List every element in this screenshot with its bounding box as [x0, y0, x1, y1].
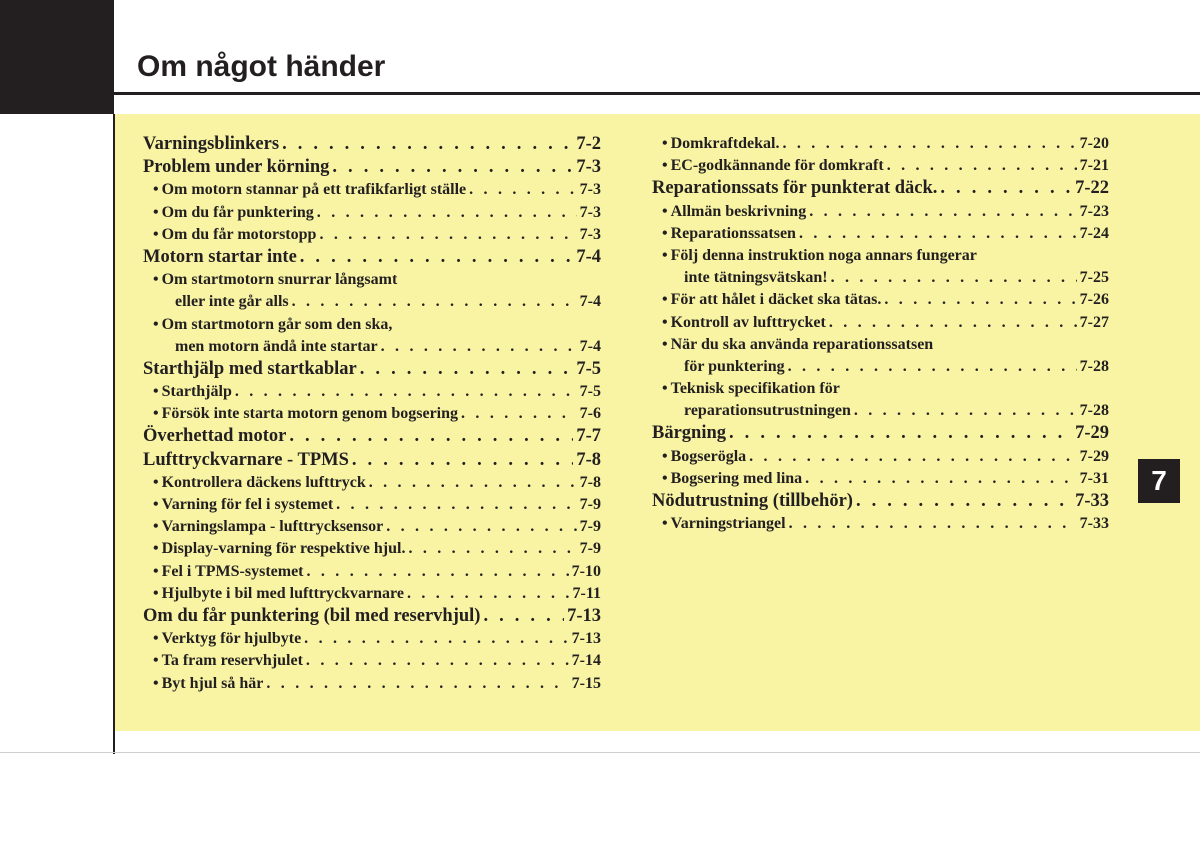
bullet-icon: • [153, 405, 159, 423]
dot-leader [469, 179, 577, 201]
bullet-icon: • [662, 202, 668, 220]
page-number: 7-13 [571, 630, 601, 648]
toc-label: Byt hjul så här [161, 674, 264, 692]
toc-label: Lufttryckvarnare - TPMS [143, 449, 349, 470]
page-number: 7-9 [579, 518, 601, 536]
toc-subentry[interactable] [143, 336, 601, 358]
page-number: 7-15 [571, 674, 601, 692]
toc-subentry[interactable] [652, 289, 1109, 311]
dot-leader [483, 605, 564, 628]
page-number: 7-31 [1079, 469, 1109, 487]
toc-entry[interactable] [143, 133, 601, 156]
page-number: 7-28 [1079, 357, 1109, 375]
toc-label: Bogserögla [670, 447, 747, 465]
page-number: 7-9 [579, 540, 601, 558]
bullet-icon: • [153, 181, 159, 199]
dot-leader [407, 583, 570, 605]
toc-label: Reparationssats för punkterat däck. [652, 178, 938, 199]
page-number: 7-25 [1079, 269, 1109, 287]
page-number: 7-33 [1075, 491, 1109, 511]
bullet-icon: • [662, 313, 668, 331]
chapter-tab[interactable]: 7 [1138, 459, 1180, 503]
bullet-icon: • [153, 383, 159, 401]
dot-leader [461, 403, 577, 425]
bottom-rule [0, 752, 1200, 753]
dot-leader [887, 155, 1077, 177]
page-number: 7-21 [1079, 157, 1109, 175]
dot-leader [408, 538, 576, 560]
toc-label: Varningsblinkers [143, 134, 280, 154]
bullet-icon: • [153, 315, 159, 333]
bullet-icon: • [662, 157, 668, 175]
bullet-icon: • [662, 291, 668, 309]
page-number: 7-27 [1079, 313, 1109, 331]
toc-label: Kontroll av lufttrycket [670, 313, 826, 331]
dot-leader [831, 267, 1077, 289]
toc-label: Motorn startar inte [143, 246, 297, 267]
dot-leader [300, 246, 574, 269]
dot-leader [856, 490, 1072, 513]
dot-leader [805, 468, 1077, 490]
toc-subentry[interactable] [143, 673, 601, 695]
toc-subentry[interactable] [143, 650, 601, 672]
bullet-icon: • [153, 562, 159, 580]
toc-subentry[interactable] [652, 378, 1109, 400]
toc-label: Om du får punktering [161, 203, 314, 221]
toc-label: eller inte går alls [175, 293, 289, 311]
bullet-icon: • [153, 271, 159, 289]
page-number: 7-6 [579, 405, 601, 423]
bullet-icon: • [153, 540, 159, 558]
bullet-icon: • [662, 515, 668, 533]
toc-label: Allmän beskrivning [670, 202, 807, 220]
page-number: 7-3 [579, 203, 601, 221]
toc-entry[interactable] [143, 358, 601, 381]
toc-entry[interactable] [143, 425, 601, 448]
toc-subentry[interactable] [143, 269, 601, 291]
toc-subentry[interactable] [143, 202, 601, 224]
toc-label: Domkraftdekal. [670, 135, 780, 152]
toc-entry[interactable] [143, 605, 601, 628]
toc-label: Kontrollera däckens lufttryck [161, 473, 366, 491]
toc-subentry[interactable] [652, 334, 1109, 356]
toc-label: men motorn ändå inte startar [175, 337, 378, 355]
bullet-icon: • [153, 496, 159, 513]
toc-label: Verktyg för hjulbyte [161, 630, 302, 648]
bullet-icon: • [153, 203, 159, 221]
page-number: 7-24 [1079, 224, 1109, 242]
toc-subentry[interactable] [143, 314, 601, 336]
toc-subentry[interactable] [652, 245, 1109, 267]
toc-label: Bärgning [652, 423, 727, 444]
bullet-icon: • [662, 135, 668, 152]
dot-leader [266, 673, 568, 695]
page-number: 7-8 [579, 473, 601, 491]
page-number: 7-5 [576, 358, 601, 379]
toc-label: Teknisk specifikation för [670, 380, 840, 398]
toc-entry[interactable] [652, 177, 1109, 200]
toc-subentry[interactable] [652, 155, 1109, 177]
bullet-icon: • [153, 652, 159, 670]
page-number: 7-3 [579, 181, 601, 199]
page-number: 7-22 [1075, 178, 1109, 199]
dot-leader [809, 201, 1076, 223]
page-number: 7-4 [579, 293, 601, 311]
toc-subentry[interactable] [652, 267, 1109, 289]
page-number: 7-11 [572, 584, 601, 602]
toc-label: Problem under körning [143, 157, 330, 178]
toc-label: Nödutrustning (tillbehör) [652, 491, 853, 511]
bullet-icon: • [662, 447, 668, 465]
title-rule [114, 92, 1200, 95]
toc-label: för punktering [684, 357, 785, 375]
dot-leader [940, 177, 1072, 200]
page-number: 7-14 [571, 652, 601, 670]
page-number: 7-28 [1079, 402, 1109, 420]
page-number: 7-4 [579, 337, 601, 355]
toc-subentry[interactable] [143, 628, 601, 650]
toc-label: Om startmotorn går som den ska, [161, 315, 393, 333]
dot-leader [289, 425, 573, 448]
dot-leader [854, 400, 1077, 422]
toc-subentry[interactable] [143, 583, 601, 605]
toc-subentry[interactable] [652, 513, 1109, 535]
toc-label: Försök inte starta motorn genom bogsering [161, 405, 459, 423]
toc-label: Display-varning för respektive hjul. [161, 540, 406, 558]
toc-subentry[interactable] [652, 133, 1109, 155]
bullet-icon: • [662, 380, 668, 398]
toc-subentry[interactable] [143, 538, 601, 560]
toc-subentry[interactable] [143, 472, 601, 494]
toc-subentry[interactable] [143, 179, 601, 201]
dot-leader [788, 356, 1077, 378]
dot-leader [386, 516, 576, 538]
dot-leader [317, 202, 577, 224]
dot-leader [307, 561, 569, 583]
dot-leader [319, 224, 576, 246]
page-number: 7-29 [1079, 447, 1109, 465]
toc-label: Varning för fel i systemet [161, 496, 334, 513]
page-number: 7-3 [576, 157, 601, 178]
toc-label: Om motorn stannar på ett trafikfarligt ställe [161, 181, 467, 199]
dot-leader [783, 133, 1077, 155]
page-number: 7-26 [1079, 291, 1109, 309]
toc-subentry[interactable] [652, 356, 1109, 378]
dot-leader [369, 472, 577, 494]
bullet-icon: • [153, 473, 159, 491]
dot-leader [306, 650, 569, 672]
toc-label: Om du får motorstopp [161, 225, 317, 243]
page-number: 7-8 [576, 449, 601, 470]
toc-entry[interactable] [652, 422, 1109, 445]
toc-label: Reparationssatsen [670, 224, 796, 242]
toc-entry[interactable] [143, 449, 601, 472]
page-number: 7-13 [567, 605, 601, 626]
page-number: 7-33 [1079, 515, 1109, 533]
toc-subentry[interactable] [143, 516, 601, 538]
toc-subentry[interactable] [143, 291, 601, 313]
toc-subentry[interactable] [143, 494, 601, 516]
dot-leader [829, 312, 1077, 334]
toc-label: Överhettad motor [143, 426, 287, 447]
page-number: 7-2 [576, 134, 601, 154]
toc-label: Ta fram reservhjulet [161, 652, 303, 670]
toc-column-right [652, 133, 1109, 535]
dot-leader [235, 381, 577, 403]
dot-leader [381, 336, 577, 358]
toc-label: Bogsering med lina [670, 469, 803, 487]
bullet-icon: • [153, 630, 159, 648]
toc-label: EC-godkännande för domkraft [670, 157, 884, 175]
toc-label: reparationsutrustningen [684, 402, 851, 420]
toc-subentry[interactable] [143, 224, 601, 246]
toc-label: Varningslampa - lufttrycksensor [161, 518, 384, 536]
bullet-icon: • [153, 225, 159, 243]
toc-subentry[interactable] [652, 468, 1109, 490]
dot-leader [282, 133, 573, 156]
toc-entry[interactable] [143, 156, 601, 179]
toc-subentry[interactable] [143, 561, 601, 583]
bullet-icon: • [662, 224, 668, 242]
toc-subentry[interactable] [652, 201, 1109, 223]
dot-leader [360, 358, 574, 381]
dot-leader [749, 446, 1077, 468]
page-number: 7-7 [576, 426, 601, 447]
page-number: 7-20 [1079, 135, 1109, 152]
toc-subentry[interactable] [652, 223, 1109, 245]
page-number: 7-23 [1079, 202, 1109, 220]
page-number: 7-5 [579, 383, 601, 401]
toc-column-left [143, 133, 601, 695]
toc-subentry[interactable] [143, 403, 601, 425]
dot-leader [799, 223, 1077, 245]
toc-label: Hjulbyte i bil med lufttryckvarnare [161, 584, 404, 602]
page-title: Om något händer [137, 50, 386, 83]
toc-entry[interactable] [143, 246, 601, 269]
bullet-icon: • [153, 674, 159, 692]
toc-label: Starthjälp [161, 383, 232, 401]
dot-leader [789, 513, 1077, 535]
toc-label: inte tätningsvätskan! [684, 269, 828, 287]
toc-label: Fel i TPMS-systemet [161, 562, 304, 580]
toc-label: Om du får punktering (bil med reservhjul) [143, 605, 481, 626]
page-number: 7-29 [1075, 423, 1109, 444]
page-number: 7-3 [579, 225, 601, 243]
toc-label: Varningstriangel [670, 515, 786, 533]
bullet-icon: • [662, 335, 668, 353]
dot-leader [352, 449, 573, 472]
dot-leader [336, 494, 577, 516]
toc-subentry[interactable] [652, 400, 1109, 422]
toc-subentry[interactable] [652, 446, 1109, 468]
bullet-icon: • [662, 246, 668, 264]
bullet-icon: • [662, 469, 668, 487]
bullet-icon: • [153, 584, 159, 602]
toc-label: För att hålet i däcket ska tätas. [670, 291, 882, 309]
corner-block [0, 0, 114, 114]
dot-leader [884, 289, 1076, 311]
bullet-icon: • [153, 518, 159, 536]
page-number: 7-4 [576, 246, 601, 267]
toc-label: När du ska använda reparationssatsen [670, 335, 934, 353]
toc-subentry[interactable] [652, 312, 1109, 334]
toc-label: Om startmotorn snurrar långsamt [161, 271, 398, 289]
page-number: 7-9 [579, 496, 601, 513]
toc-label: Följ denna instruktion noga annars fungerar [670, 246, 977, 264]
toc-label: Starthjälp med startkablar [143, 358, 357, 379]
dot-leader [304, 628, 569, 650]
toc-subentry[interactable] [143, 381, 601, 403]
dot-leader [332, 156, 573, 179]
dot-leader [729, 422, 1072, 445]
page-number: 7-10 [571, 562, 601, 580]
dot-leader [292, 291, 577, 313]
toc-entry[interactable] [652, 490, 1109, 513]
